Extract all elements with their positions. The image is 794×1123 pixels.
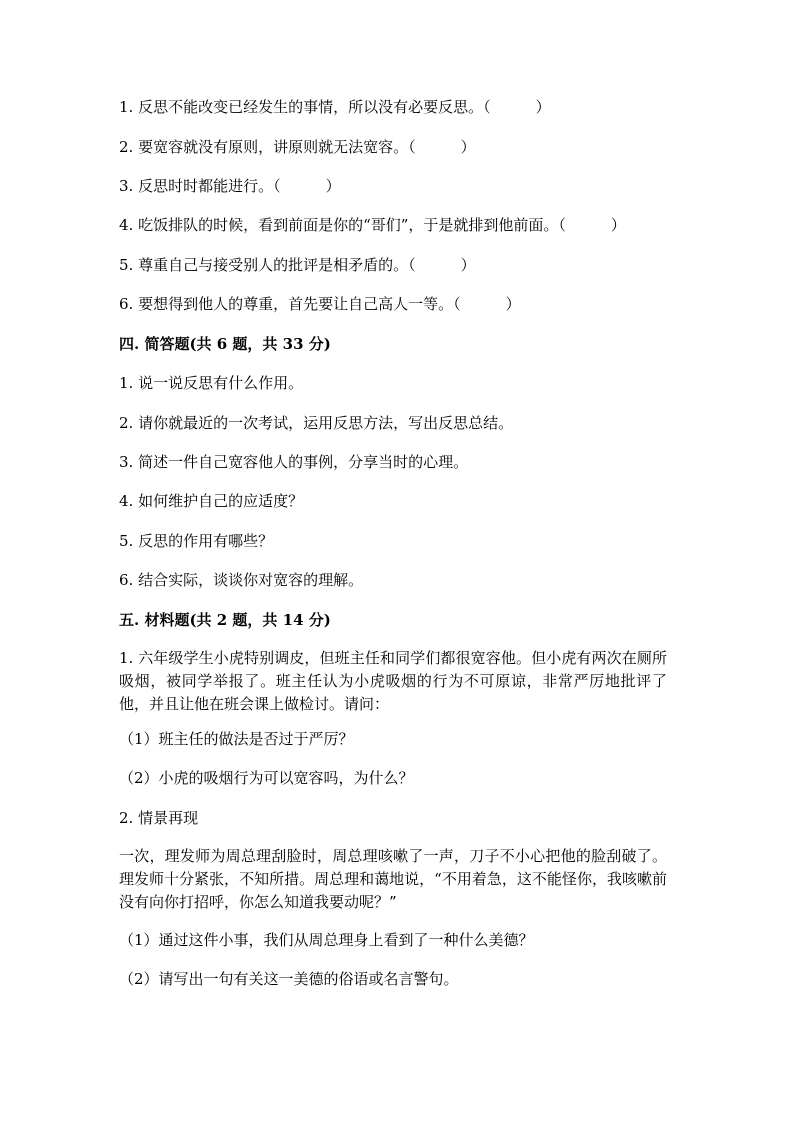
question-item: 4. 吃饭排队的时候，看到前面是你的“哥们”，于是就排到他前面。（ ） xyxy=(119,216,626,234)
sub-question: （2）请写出一句有关这一美德的俗语或名言警句。 xyxy=(119,970,459,988)
sub-question: （1）通过这件小事，我们从周总理身上看到了一种什么美德？ xyxy=(119,931,534,949)
question-item: 6. 要想得到他人的尊重，首先要让自己高人一等。（ ） xyxy=(119,295,521,313)
material-paragraph: 1. 六年级学生小虎特别调皮，但班主任和同学们都很宽容他。但小虎有两次在厕所吸烟，被同学举报了。班主任认为小虎吸烟的行为不可原谅，非常严厉地批评了他，并且让他在班会课上做检讨。请问： xyxy=(119,649,667,713)
question-title: 2. 情景再现 xyxy=(119,809,199,827)
question-item: 2. 要宽容就没有原则，讲原则就无法宽容。（ ） xyxy=(119,138,476,156)
section-heading: 四. 简答题(共 6 题，共 33 分) xyxy=(119,335,331,353)
sub-question: （2）小虎的吸烟行为可以宽容吗，为什么？ xyxy=(119,769,414,787)
question-item: 4. 如何维护自己的应适度？ xyxy=(119,492,304,510)
question-item: 1. 反思不能改变已经发生的事情，所以没有必要反思。（ ） xyxy=(119,98,551,116)
question-item: 2. 请你就最近的一次考试，运用反思方法，写出反思总结。 xyxy=(119,414,514,432)
question-item: 5. 反思的作用有哪些？ xyxy=(119,532,274,550)
question-item: 3. 反思时时都能进行。（ ） xyxy=(119,177,341,195)
section-heading: 五. 材料题(共 2 题，共 14 分) xyxy=(119,611,331,629)
question-item: 3. 简述一件自己宽容他人的事例，分享当时的心理。 xyxy=(119,453,469,471)
material-paragraph: 一次，理发师为周总理刮脸时，周总理咳嗽了一声，刀子不小心把他的脸刮破了。理发师十分紧张，不知所措。周总理和蔼地说，“不用着急，这不能怪你，我咳嗽前没有向你打招呼，你怎么知道我要动呢？” xyxy=(119,847,667,911)
question-item: 6. 结合实际，谈谈你对宽容的理解。 xyxy=(119,571,364,589)
question-item: 1. 说一说反思有什么作用。 xyxy=(119,374,304,392)
sub-question: （1）班主任的做法是否过于严厉？ xyxy=(119,730,354,748)
question-item: 5. 尊重自己与接受别人的批评是相矛盾的。（ ） xyxy=(119,256,476,274)
